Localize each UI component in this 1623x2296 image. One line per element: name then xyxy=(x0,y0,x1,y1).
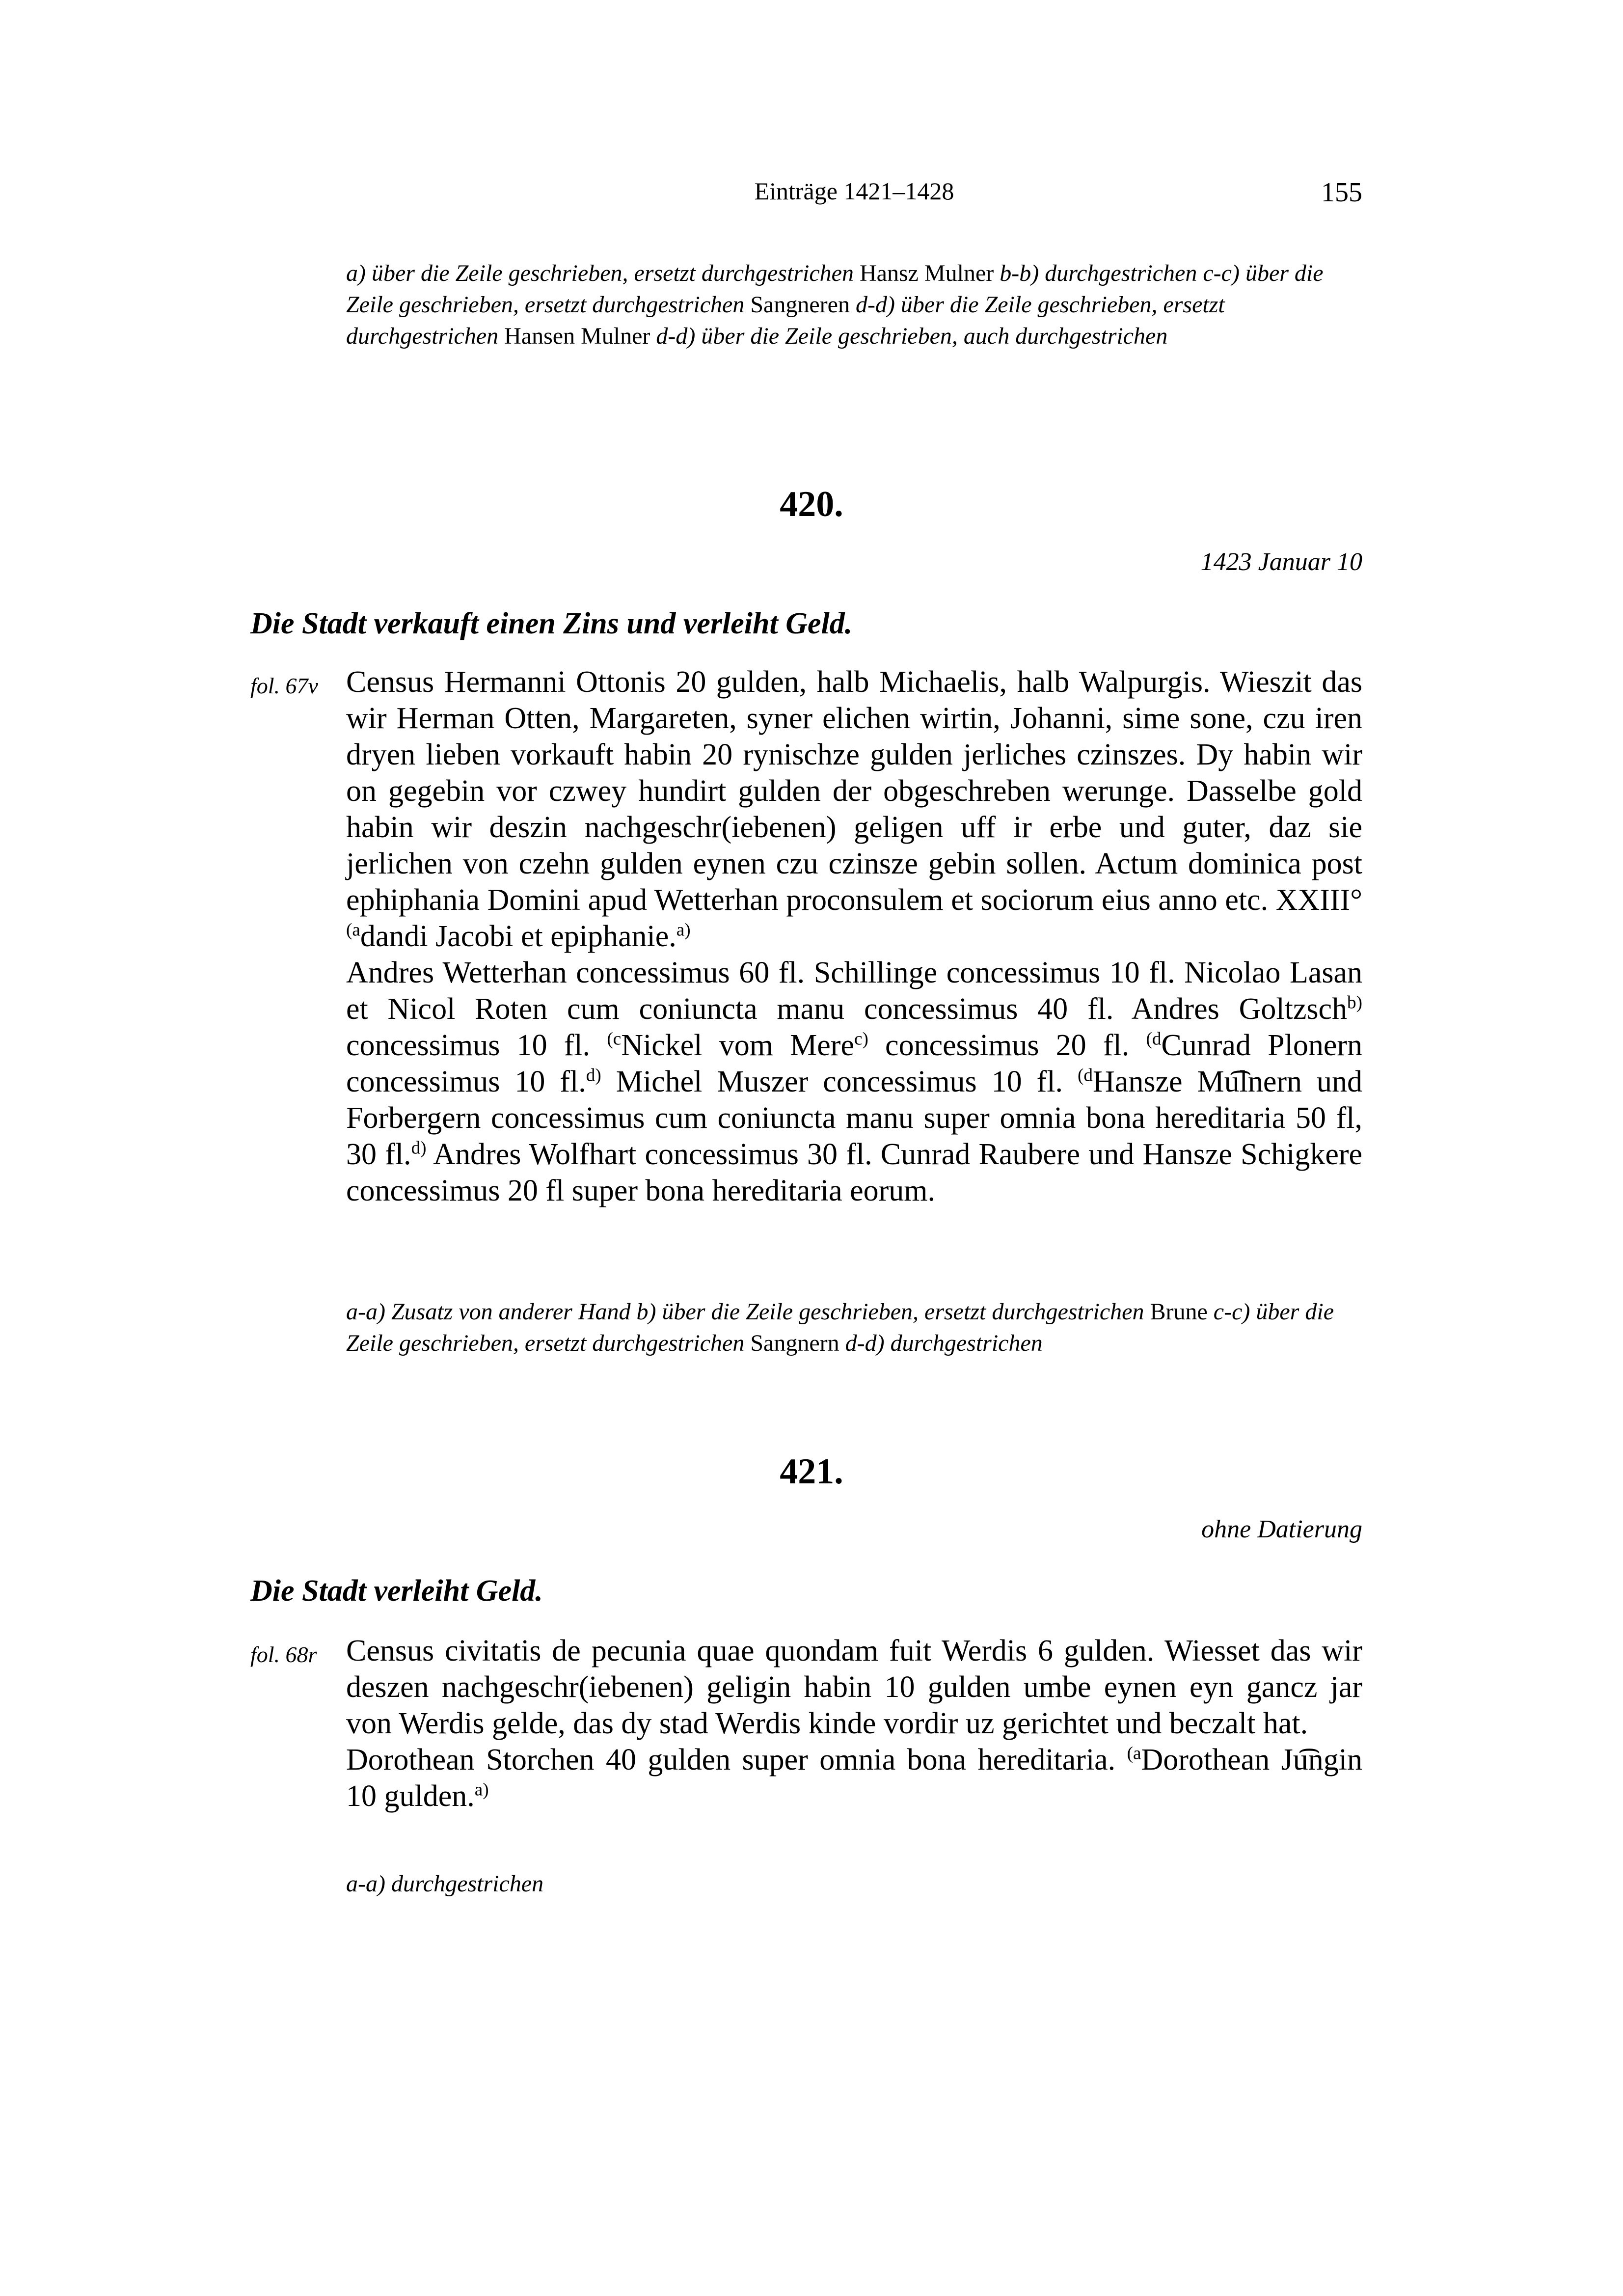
apparatus-note-b-label: b-b) durchgestrichen xyxy=(1000,260,1197,286)
apparatus-420-c-label: c-c) über die Zeile geschrieben, ersetzt durchgestrichen xyxy=(346,1299,1334,1356)
footnote-mark-d-open: (d xyxy=(1146,1029,1162,1049)
entry-421-date: ohne Datierung xyxy=(1201,1515,1362,1543)
footnote-mark-c-close: c) xyxy=(854,1029,868,1049)
entry-421-p2-text-a: Dorothean Storchen 40 gulden super omnia bona hereditaria. xyxy=(346,1743,1127,1777)
entry-421-paragraph-1: Census civitatis de pecunia quae quondam fuit Werdis 6 gulden. Wiesset das wir deszen nachgeschr(iebenen) geligin habin 10 gulden umbe eynen eyn gancz jar von Werdis gelde, das dy stad Werdis kinde vordir uz gerichtet und beczalt hat. xyxy=(346,1634,1362,1740)
footnote-mark-a-open: (a xyxy=(346,920,360,940)
apparatus-420-d-label: d-d) durchgestrichen xyxy=(845,1330,1043,1356)
entry-421-paragraph-2 xyxy=(346,1742,1362,1814)
entry-420-paragraph-2 xyxy=(346,955,1362,1209)
entry-421-apparatus xyxy=(346,1868,1362,1900)
entry-420-apparatus xyxy=(346,1296,1362,1359)
footnote-mark-a-close: a) xyxy=(676,920,691,940)
apparatus-note-a-label: a) über die Zeile geschrieben, ersetzt durchgestrichen xyxy=(346,260,854,286)
entry-421-title: Die Stadt verleiht Geld. xyxy=(250,1574,543,1608)
entry-420-title: Die Stadt verkauft einen Zins und verleiht Geld. xyxy=(250,607,853,640)
apparatus-note-d2-label: d-d) über die Zeile geschrieben, auch durchgestrichen xyxy=(656,323,1168,349)
entry-420-text xyxy=(346,664,1362,1209)
footnote-mark-421-a-open: (a xyxy=(1127,1743,1141,1764)
apparatus-420-b-text: Brune xyxy=(1150,1299,1208,1325)
footnote-mark-b: b) xyxy=(1347,992,1362,1013)
footnote-mark-421-a-close: a) xyxy=(474,1779,489,1800)
apparatus-421-a-label: a-a) durchgestrichen xyxy=(346,1871,544,1897)
footnote-mark-c-open: (c xyxy=(607,1029,622,1049)
entry-420-folio: fol. 67v xyxy=(250,673,318,698)
entry-420-paragraph-1 xyxy=(346,664,1362,955)
entry-420-p1-text: Census Hermanni Ottonis 20 gulden, halb Michaelis, halb Walpurgis. Wieszit das wir Herman Otten, Margareten, syner elichen wirtin, Johanni, sime sone, czu iren dryen lieben vorkauft habin 20 rynischze gulden jerliches czinszes. Dy habin wir on gegebin vor czwey hundirt gulden der obgeschreben werunge. Dasselbe gold habin wir deszin nachgeschr(iebenen) geligen uff ir erbe und guter, daz sie jerlichen von czehn gulden eynen czu czinsze gebin sollen. Actum dominica post ephiphania Domini apud Wetterhan proconsulem et sociorum eius anno etc. XXIII° xyxy=(346,665,1362,917)
apparatus-note-c-label: c-c) über die Zeile geschrieben, ersetzt durchgestrichen xyxy=(346,260,1324,318)
apparatus-note-a-text: Hansz Mulner xyxy=(859,260,994,286)
running-title: Einträge 1421–1428 xyxy=(754,177,954,205)
entry-420-p2-text-b: concessimus 10 fl. xyxy=(346,1029,607,1062)
running-header xyxy=(346,177,1362,216)
entry-420-p1-addition: dandi Jacobi et epiphanie. xyxy=(360,920,676,953)
apparatus-note-c-text: Sangneren xyxy=(750,292,850,318)
entry-421-text xyxy=(346,1633,1362,1814)
entry-420-date: 1423 Januar 10 xyxy=(1200,548,1362,576)
footnote-mark-d2-close: d) xyxy=(411,1138,427,1158)
apparatus-420-c-text: Sangnern xyxy=(750,1330,839,1356)
footnote-mark-d-close: d) xyxy=(586,1065,601,1086)
entry-420-p2-text-e: Cunrad Plonern concessimus 10 fl. xyxy=(346,1029,1363,1098)
entry-420-p2-text-d: concessimus 20 fl. xyxy=(868,1029,1146,1062)
apparatus-note-d-text: Hansen Mulner xyxy=(504,323,650,349)
apparatus-note-d-label: d-d) über die Zeile geschrieben, ersetzt durchgestrichen xyxy=(346,292,1225,349)
apparatus-420-a-label: a-a) Zusatz von anderer Hand xyxy=(346,1299,631,1325)
entry-421-p2-text-b: Dorothean Ju͡ngin 10 gulden. xyxy=(346,1743,1362,1813)
entry-420-p2-text-g: Hansze Mu͡lnern und Forbergern concessimus cum coniuncta manu super omnia bona hereditaria 50 fl, 30 fl. xyxy=(346,1065,1362,1171)
footnote-mark-d2-open: (d xyxy=(1078,1065,1093,1086)
apparatus-420-b-label: b) über die Zeile geschrieben, ersetzt durchgestrichen xyxy=(636,1299,1144,1325)
entry-420-p2-text-h: Andres Wolfhart concessimus 30 fl. Cunrad Raubere und Hansze Schigkere concessimus 20 fl super bona hereditaria eorum. xyxy=(346,1138,1362,1207)
entry-421-folio: fol. 68r xyxy=(250,1642,317,1667)
entry-420-p2-text-c: Nickel vom Mere xyxy=(621,1029,854,1062)
entry-421-number: 421. xyxy=(780,1451,843,1492)
top-critical-apparatus xyxy=(346,258,1362,352)
entry-420-p2-text-a: Andres Wetterhan concessimus 60 fl. Schillinge concessimus 10 fl. Nicolao Lasan et Nicol Roten cum coniuncta manu concessimus 40 fl. Andres Goltzsch xyxy=(346,956,1362,1026)
entry-420-number: 420. xyxy=(780,484,843,524)
entry-420-p2-text-f: Michel Muszer concessimus 10 fl. xyxy=(601,1065,1078,1098)
page-number: 155 xyxy=(1321,177,1362,208)
